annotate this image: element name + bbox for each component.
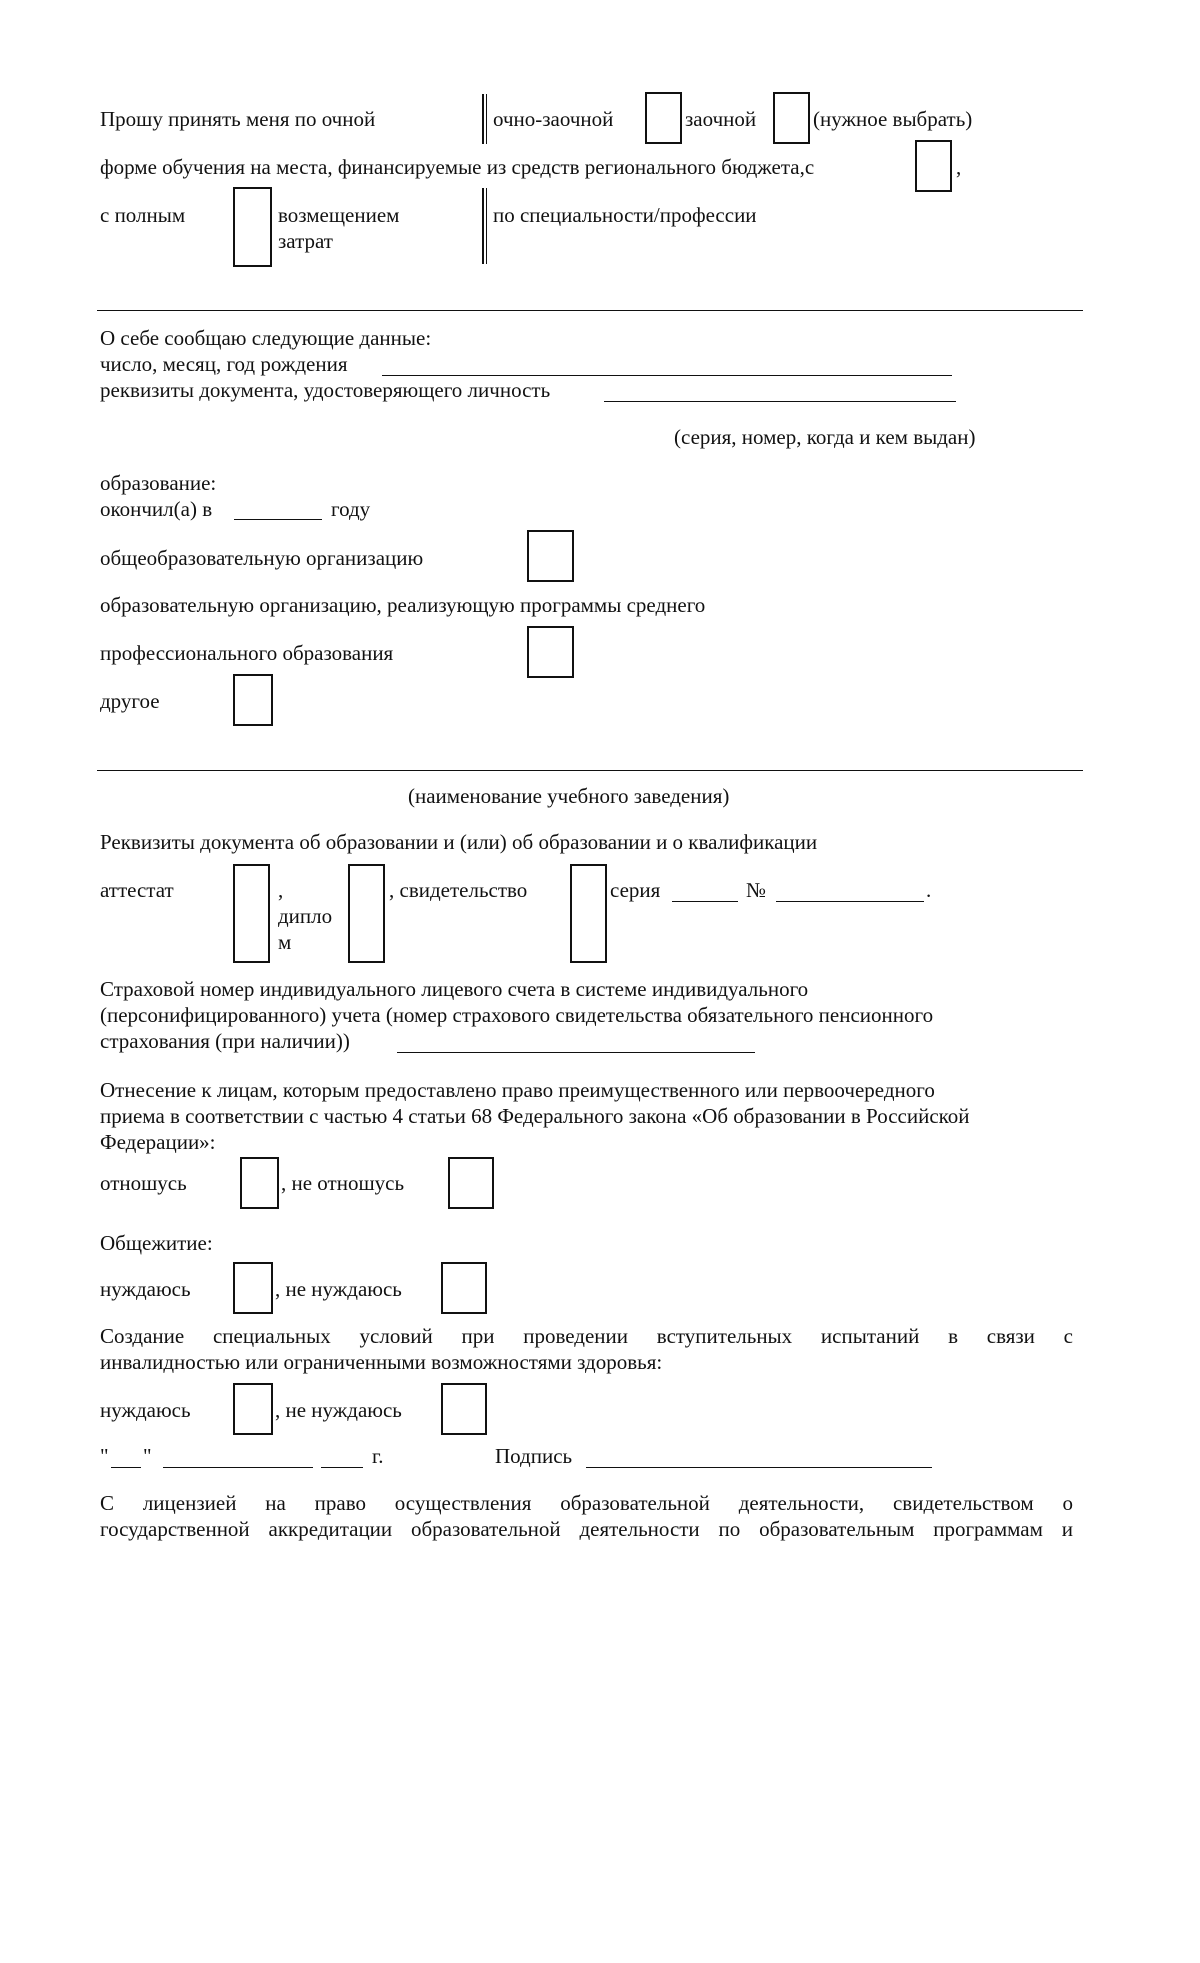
budget-comma: , <box>956 155 962 179</box>
general-org-label: общеобразовательную организацию <box>100 546 424 570</box>
institution-rule[interactable] <box>97 770 1083 771</box>
dorm-no-checkbox[interactable] <box>441 1262 487 1314</box>
id-label: реквизиты документа, удостоверяющего личность <box>100 378 551 402</box>
special-line1: Создание специальных условий при проведении вступительных испытаний в связи с <box>100 1324 1073 1348</box>
dob-field[interactable] <box>382 375 952 376</box>
other-label: другое <box>100 689 160 713</box>
priority-line1: Отнесение к лицам, которым предоставлено право преимущественного или первоочередного <box>100 1078 935 1102</box>
option-extramural-label: заочной <box>685 107 757 131</box>
date-month-field[interactable] <box>163 1467 313 1468</box>
diploma-comma: , <box>278 878 284 902</box>
specialty-checkbox-bar[interactable] <box>482 188 487 264</box>
priority-yes-checkbox[interactable] <box>240 1157 279 1209</box>
diploma-line2: м <box>278 930 292 954</box>
series-field[interactable] <box>672 901 738 902</box>
full-reimb-checkbox[interactable] <box>233 187 272 267</box>
certificate-checkbox[interactable] <box>570 864 607 963</box>
certificate-label: , свидетельство <box>389 878 528 902</box>
date-quote-open: " <box>100 1444 109 1468</box>
date-year-field[interactable] <box>321 1467 363 1468</box>
id-hint: (серия, номер, когда и кем выдан) <box>674 425 976 449</box>
dorm-no-label: , не нуждаюсь <box>275 1277 402 1301</box>
extramural-checkbox[interactable] <box>773 92 810 144</box>
dorm-yes-label: нуждаюсь <box>100 1277 191 1301</box>
attestat-label: аттестат <box>100 878 174 902</box>
budget-checkbox[interactable] <box>915 140 952 192</box>
number-label: № <box>746 878 767 902</box>
license-line1: С лицензией на право осуществления образовательной деятельности, свидетельством о <box>100 1491 1073 1515</box>
date-day-field[interactable] <box>111 1467 141 1468</box>
attestat-checkbox[interactable] <box>233 864 270 963</box>
spo-line2: профессионального образования <box>100 641 394 665</box>
institution-hint: (наименование учебного заведения) <box>408 784 730 808</box>
other-checkbox[interactable] <box>233 674 273 726</box>
date-quote-close: " <box>143 1444 152 1468</box>
id-field[interactable] <box>604 401 956 402</box>
priority-yes-label: отношусь <box>100 1171 187 1195</box>
budget-line: форме обучения на места, финансируемые из средств регионального бюджета,с <box>100 155 815 179</box>
specialty-label: по специальности/профессии <box>493 203 757 227</box>
mixed-checkbox[interactable] <box>645 92 682 144</box>
dorm-heading: Общежитие: <box>100 1231 213 1255</box>
number-field[interactable] <box>776 901 924 902</box>
license-line2: государственной аккредитации образовательной деятельности по образовательным программам и <box>100 1517 1073 1541</box>
end-dot: . <box>926 878 932 902</box>
special-no-label: , не нуждаюсь <box>275 1398 402 1422</box>
snils-line2: (персонифицированного) учета (номер страхового свидетельства обязательного пенсионного <box>100 1003 934 1027</box>
signature-label: Подпись <box>495 1444 573 1468</box>
priority-no-label: , не отношусь <box>281 1171 405 1195</box>
year-suffix: г. <box>372 1444 384 1468</box>
about-heading: О себе сообщаю следующие данные: <box>100 326 432 350</box>
reimb-line2: затрат <box>278 229 333 253</box>
spo-line1: образовательную организацию, реализующую программы среднего <box>100 593 706 617</box>
priority-no-checkbox[interactable] <box>448 1157 494 1209</box>
snils-line3: страхования (при наличии)) <box>100 1029 350 1053</box>
signature-field[interactable] <box>586 1467 932 1468</box>
specialty-rule[interactable] <box>97 310 1083 311</box>
special-line2: инвалидностью или ограниченными возможностями здоровья: <box>100 1350 663 1374</box>
ochnaya-checkbox-bar[interactable] <box>482 94 487 144</box>
special-yes-label: нуждаюсь <box>100 1398 191 1422</box>
diploma-checkbox[interactable] <box>348 864 385 963</box>
choose-note: (нужное выбрать) <box>813 107 973 131</box>
dorm-yes-checkbox[interactable] <box>233 1262 273 1314</box>
option-mixed-label: очно-заочной <box>493 107 614 131</box>
snils-line1: Страховой номер индивидуального лицевого счета в системе индивидуального <box>100 977 809 1001</box>
document-heading: Реквизиты документа об образовании и (или) об образовании и о квалификации <box>100 830 818 854</box>
spo-checkbox[interactable] <box>527 626 574 678</box>
series-label: серия <box>610 878 661 902</box>
education-heading: образование: <box>100 471 217 495</box>
diploma-line1: дипло <box>278 904 333 928</box>
finished-year-field[interactable] <box>234 519 322 520</box>
priority-line2: приема в соответствии с частью 4 статьи 68 Федерального закона «Об образовании в Российской <box>100 1104 970 1128</box>
snils-field[interactable] <box>397 1052 755 1053</box>
request-line: Прошу принять меня по очной <box>100 107 376 131</box>
priority-line3: Федерации»: <box>100 1130 216 1154</box>
finished-prefix: окончил(а) в <box>100 497 213 521</box>
finished-suffix: году <box>331 497 371 521</box>
dob-label: число, месяц, год рождения <box>100 352 348 376</box>
special-yes-checkbox[interactable] <box>233 1383 273 1435</box>
full-reimb-label: с полным <box>100 203 186 227</box>
reimb-line1: возмещением <box>278 203 400 227</box>
special-no-checkbox[interactable] <box>441 1383 487 1435</box>
general-org-checkbox[interactable] <box>527 530 574 582</box>
